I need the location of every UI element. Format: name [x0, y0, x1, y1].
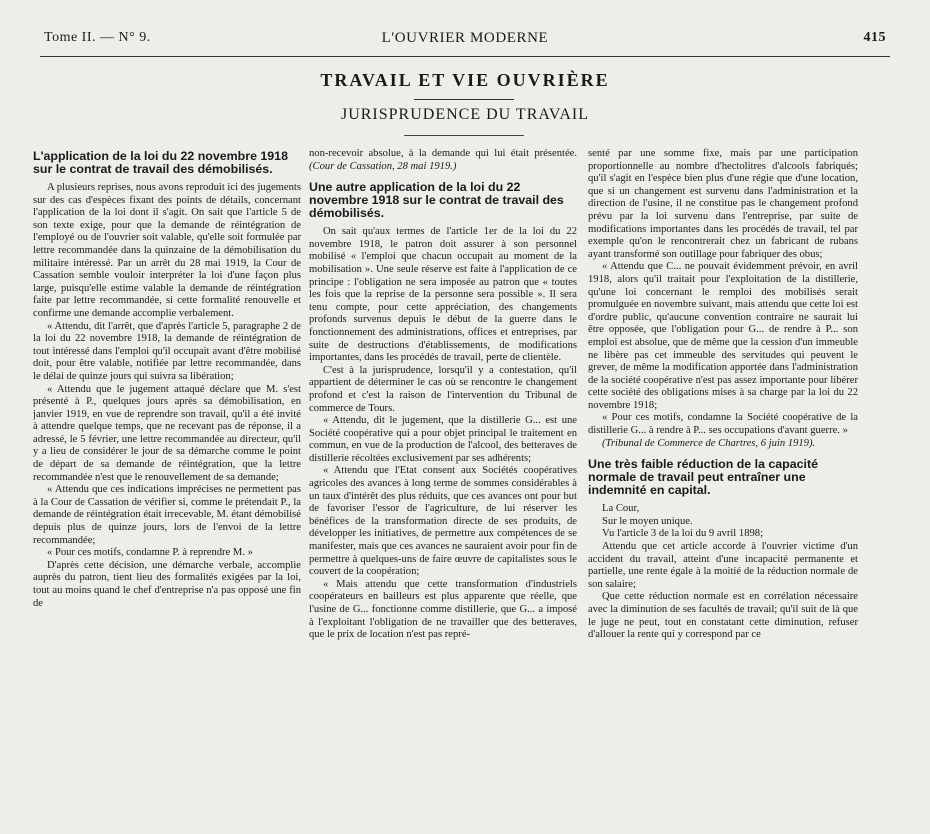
paragraph: « Attendu que ces indications imprécises ne permettent pas à la Cour de Cassation de vérifier si, comme le prétendait P., la demande de réintégration était irrecevable, M. étant démobilisé depuis plus de quinze jours, lors de l'envoi de la lettre recommandée;	[33, 484, 301, 546]
paragraph-continued: senté par une somme fixe, mais par une participation proportionnelle au nombre d'hectolitres d'alcools fabriqués; qu'il s'agit en l'espèce bien plus d'une régie que d'une location, que si un changement est survenu dans l'administration et la direction de l'usine, il ne constitue pas le changement profond prévu par la loi survenu dans l'entreprise, par suite de modifications importantes dans les procédés de travail, tel par exemple qu'on le rencontrerait chez un fabricant de rubans ayant transformé son outillage pour fabriquer des obus;	[588, 148, 858, 260]
volume-issue: Tome II. — N° 9.	[44, 30, 151, 45]
section-title: JURISPRUDENCE DU TRAVAIL	[340, 106, 590, 123]
paragraph: « Attendu, dit le jugement, que la distillerie G... est une Société coopérative qui a pour objet principal le traitement en commun, en vue de la production de l'alcool, des betteraves de distillerie récoltées exclusivement par ses adhérents;	[309, 415, 577, 464]
article-heading-1: L'application de la loi du 22 novembre 1918 sur le contrat de travail des démobilisés.	[33, 149, 288, 176]
paragraph: « Attendu, dit l'arrêt, que d'après l'article 5, paragraphe 2 de la loi du 22 novembre 1918, la demande de réintégration de tout intéressé dans l'emploi qu'il occupait avant d'être mobilisé doit, pour être valable, notifiée par lettre recommandée, dans le délai de quinze jours qui suivra sa libération;	[33, 320, 301, 382]
section-rule	[404, 135, 524, 136]
paragraph: « Attendu que l'Etat consent aux Sociétés coopératives agricoles des avances à long terme de sommes considérables à un taux d'intérêt des plus réduits, que ces avances ont pour but de favoriser l'essor de l'agriculture, de lui réserver les bénéfices de la transformation directe de ses produits, de développer les initiatives, de permettre aux compétences de se manifester, mais que ces avances ne sauraient avoir pour fin de permettre à quelques-uns de faire œuvre de capitalistes sous le couvert de la coopération;	[309, 465, 577, 578]
continued-text: non-recevoir absolue, à la demande qui lui était présentée.	[309, 148, 577, 159]
paragraph: Sur le moyen unique.	[602, 515, 693, 527]
paragraph: La Cour,	[602, 503, 640, 515]
article-heading-3: Une très faible réduction de la capacité normale de travail peut entraîner une indemnité en capital.	[588, 457, 818, 498]
paragraph: Que cette réduction normale est en corrélation nécessaire avec la diminution de ses facultés de travail; qu'il suit de là que le juge ne peut, tout en constatant cette diminution, refuser d'allouer la rente qui y correspond par ce	[588, 591, 858, 641]
paragraph: A plusieurs reprises, nous avons reproduit ici des jugements sur des cas d'espèces fixant des points de détails, concernant l'application de la loi dont il s'agit. On sait que l'article 5 de son texte exige, pour que la demande de réintégration de l'employé ou de l'ouvrier soit valable, qu'elle soit formulée par lettre recommandée dans la quinzaine de la démobilisation du militaire intéressé. Par un arrêt du 28 mai 1919, la Cour de Cassation semble vouloir interpréter la loi d'une façon plus large, puisqu'elle estime valable la demande de réintégration faite par lettre recommandée, si cette formalité renouvelle et confirme une demande accomplie verbalement.	[33, 182, 301, 319]
paragraph-continued	[309, 148, 577, 173]
paragraph: « Pour ces motifs, condamne P. à reprendre M. »	[47, 547, 253, 559]
column-3	[588, 148, 858, 828]
paragraph: « Mais attendu que cette transformation d'industriels coopérateurs en bailleurs est plus apparente que réelle, que l'usine de G... fonctionne comme distillerie, que G... a imposé à l'exploitant l'obligation de ne travailler que des betteraves, que le prix de location n'est pas repré-	[309, 578, 577, 641]
header-rule	[40, 56, 890, 57]
paragraph: « Pour ces motifs, condamne la Société coopérative de la distillerie G... à rendre à P... ses occupations d'avant guerre. »	[588, 412, 858, 437]
paragraph: Vu l'article 3 de la loi du 9 avril 1898;	[602, 528, 764, 540]
main-title: TRAVAIL ET VIE OUVRIÈRE	[320, 70, 610, 90]
running-header	[44, 30, 886, 52]
title-rule	[414, 99, 514, 100]
paragraph: C'est à la jurisprudence, lorsqu'il y a contestation, qu'il appartient de déterminer le cas où se rencontre le changement profond et c'est la raison de l'intervention du Tribunal de commerce de Tours.	[309, 364, 577, 414]
article-heading-2: Une autre application de la loi du 22 novembre 1918 sur le contrat de travail des démobilisés.	[309, 180, 564, 221]
paragraph: On sait qu'aux termes de l'article 1er de la loi du 22 novembre 1918, le patron doit assurer à son personnel mobilisé « l'emploi que chacun occupait au moment de la mobilisation ». Une seule réserve est faite à l'application de ce principe : l'obligation ne sera imposée au patron que « toutes les fois que la reprise de la personne sera possible ». Il sera tenu compte, pour cette appréciation, des changements profonds survenus depuis le début de la guerre dans le fonctionnement des administrations, offices et entreprises, par suite de destructions d'établissements, de modifications importantes, dans les procédés de travail, perte de clientèle.	[309, 226, 577, 364]
column-1	[33, 148, 301, 828]
column-2	[309, 148, 577, 828]
paragraph: « Attendu que le jugement attaqué déclare que M. s'est présenté à P., quelques jours après sa démobilisation, en janvier 1919, en vue de reprendre son travail, qu'il a été invité à attendre quelque temps, que ne recevant pas de réponse, il a adressé, le 5 février, une lettre recommandée au directeur, qu'il y a lieu de considérer le jour de sa démarche comme le point de départ de sa demande de réintégration, que la lettre recommandée n'est que le renouvellement de sa demande;	[33, 383, 301, 483]
paragraph: Attendu que cet article accorde à l'ouvrier victime d'un accident du travail, atteint d'une incapacité permanente et partielle, une rente égale à la moitié de la réduction normale de son salaire;	[588, 541, 858, 590]
paragraph: « Attendu que C... ne pouvait évidemment prévoir, en avril 1918, alors qu'il traitait pour l'exploitation de la distillerie, qu'une loi concernant le remploi des mobilisés serait promulguée en novembre suivant, mais attendu que cette loi est d'ordre public, qu'aucune convention contraire ne saurait lui être opposée, que l'obligation pour G... de rendre à P... son emploi est absolue, que de même que la cession d'un immeuble ne libère pas cet immeuble des servitudes qui peuvent le grever, de même la modification apportée dans l'administration de la société coopérative n'est pas assez importante pour libérer cette société des obligations mises à sa charge par la loi du 22 novembre 1918;	[588, 261, 858, 411]
page-number: 415	[863, 30, 886, 45]
journal-name: L'OUVRIER MODERNE	[381, 30, 549, 46]
citation: (Cour de Cassation, 28 mai 1919.)	[309, 160, 457, 172]
citation: (Tribunal de Commerce de Chartres, 6 juin 1919).	[602, 437, 816, 449]
paragraph: D'après cette décision, une démarche verbale, accomplie auprès du patron, tient lieu des formalités exigées par la loi, tout au moins quand le chef d'entreprise n'a pas opposé une fin de	[33, 559, 301, 609]
